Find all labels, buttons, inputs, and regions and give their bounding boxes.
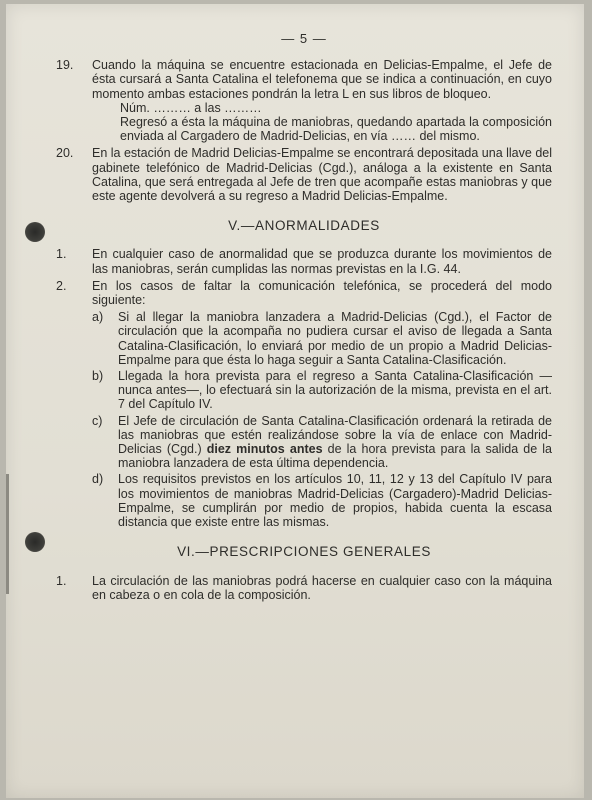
- telefonema-block: [92, 101, 552, 144]
- page-number: — 5 —: [281, 31, 327, 46]
- item-text: La circulación de las maniobras podrá hacerse en cualquier caso con la máquina en cabeza o en cola de la composición.: [92, 573, 552, 602]
- sub-item-text-end: de la hora prevista para la salida de la maniobra lanzadera de esta última dependencia.: [118, 442, 553, 471]
- sub-item-d: [92, 472, 552, 529]
- sub-item-letter: c): [92, 413, 103, 428]
- sub-item-c: [92, 414, 552, 471]
- document-page: [6, 4, 584, 798]
- telefonema-line: Núm. ……… a las ………: [120, 100, 262, 115]
- item-text: En cualquier caso de anormalidad que se produzca durante los movimientos de las maniobras, serán cumplidas las normas previstas en la I.G. 44.: [92, 247, 552, 276]
- prescripciones-item-1: [56, 574, 552, 602]
- article-19: [56, 58, 552, 143]
- sub-item-text: [118, 414, 552, 471]
- sub-item-b: [92, 369, 552, 412]
- section-heading-prescripciones: VI.—PRESCRIPCIONES GENERALES: [177, 544, 431, 560]
- sub-item-text: Los requisitos previstos en los artículos 10, 11, 12 y 13 del Capítulo IV para los movimientos de maniobras Madrid-Delicias (Cargadero)-Madrid Delicias-Empalme, se cumplirán por medio de propios, habida cuenta la escasa distancia que existe entre las mismas.: [118, 472, 552, 530]
- punch-hole-top: [25, 222, 45, 242]
- section-heading-anormalidades: V.—ANORMALIDADES: [228, 218, 380, 234]
- sub-item-a: [92, 310, 552, 367]
- item-number: 2.: [56, 278, 67, 293]
- item-number: 1.: [56, 247, 67, 262]
- sub-item-text: Llegada la hora prevista para el regreso a Santa Catalina-Clasificación —nunca antes—, lo efectuará sin la autorización de la misma, prevista en el art. 7 del Capítulo IV.: [118, 369, 552, 412]
- article-text: Cuando la máquina se encuentre estacionada en Delicias-Empalme, el Jefe de ésta cursará a Santa Catalina el telefonema que se indica a continuación, en cuyo momento ambas estaciones pondrán la letra L en sus libros de bloqueo.: [92, 58, 552, 101]
- telefonema-message: Regresó a ésta la máquina de maniobras, quedando apartada la composición enviada al Cargadero de Madrid-Delicias, en vía …… del mismo.: [120, 115, 552, 144]
- punch-hole-bottom: [25, 532, 45, 552]
- anormalidades-item-2: [56, 279, 552, 307]
- sub-item-text-start: El Jefe de circulación de Santa Catalina-Clasificación ordenará la retirada de las maniobras que estén realizándose sobre la vía de enlace con Madrid-Delicias (Cgd.): [118, 413, 552, 457]
- article-text: En la estación de Madrid Delicias-Empalme se encontrará depositada una llave del gabinete telefónico de Madrid-Delicias (Cgd.), análoga a la existente en Santa Catalina, que será entregada al Jefe de tren que acompañe estas maniobras y que este agente devolverá a su regreso a Madrid Delicias-Empalme.: [92, 146, 552, 204]
- article-20: [56, 146, 552, 203]
- article-number: 20.: [56, 146, 74, 161]
- bold-emphasis: diez minutos antes: [206, 442, 323, 457]
- sub-item-letter: b): [92, 369, 104, 384]
- article-number: 19.: [56, 58, 74, 73]
- sub-item-letter: d): [92, 472, 104, 487]
- page-content: [56, 32, 552, 605]
- anormalidades-item-1: [56, 247, 552, 275]
- sub-item-letter: a): [92, 310, 104, 325]
- item-text: En los casos de faltar la comunicación telefónica, se procederá del modo siguiente:: [92, 278, 552, 308]
- sub-items: [56, 310, 552, 529]
- binding-mark: [6, 474, 9, 594]
- item-number: 1.: [56, 573, 67, 588]
- sub-item-text: Si al llegar la maniobra lanzadera a Madrid-Delicias (Cgd.), el Factor de circulación que la acompaña no pudiera cursar el aviso de llegada a Santa Catalina-Clasificación, lo enviará por medio de un propio a Madrid Delicias-Empalme para que ésta lo haga seguir a Santa Catalina-Clasificación.: [118, 310, 552, 367]
